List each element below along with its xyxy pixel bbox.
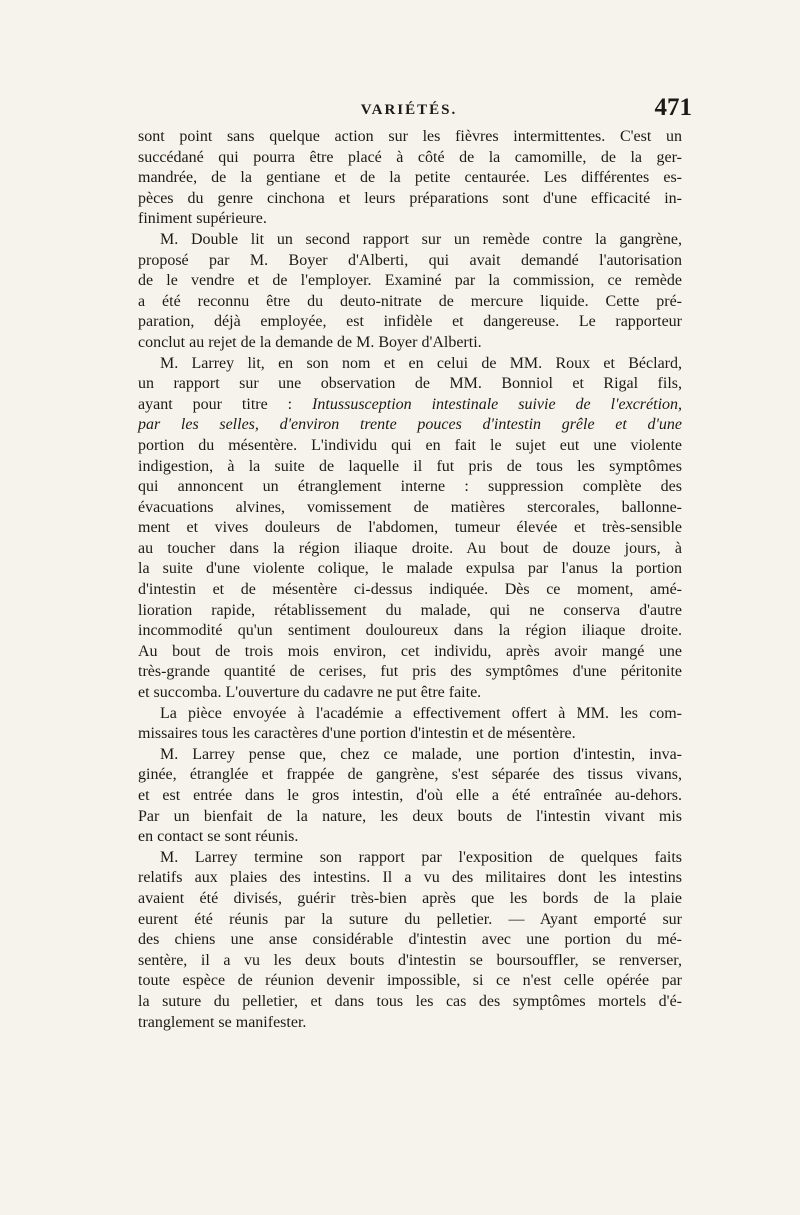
text-line: des chiens une anse considérable d'intestin avec une portion du mé-: [138, 931, 682, 949]
text-line: au toucher dans la région iliaque droite. Au bout de douze jours, à: [138, 539, 682, 557]
text-line: un rapport sur une observation de MM. Bonniol et Rigal fils,: [138, 375, 682, 393]
text-line: M. Larrey termine son rapport par l'exposition de quelques faits: [160, 848, 682, 866]
text-line: évacuations alvines, vomissement de matières stercorales, ballonne-: [138, 498, 682, 516]
text-line: Par un bienfait de la nature, les deux bouts de l'intestin vivant mis: [138, 807, 682, 825]
paragraph: [138, 745, 682, 848]
text-line: La pièce envoyée à l'académie a effectivement offert à MM. les com-: [160, 704, 682, 722]
page-number: 471: [654, 94, 692, 121]
paragraph: [138, 127, 682, 230]
text-line: et est entrée dans le gros intestin, d'où elle a été entraînée au-dehors.: [138, 787, 682, 804]
text-line: la suite d'une violente colique, le malade expulsa par l'anus la portion: [138, 560, 682, 578]
body-text: [138, 127, 682, 1033]
text-line: mandrée, de la gentiane et de la petite centaurée. Les différentes es-: [138, 169, 682, 187]
paragraph: [138, 230, 682, 354]
paragraph: [138, 848, 682, 1033]
text-line: indigestion, à la suite de laquelle il fut pris de tous les symptômes: [138, 457, 682, 475]
text-line: pèces du genre cinchona et leurs préparations sont d'une efficacité in-: [138, 189, 682, 207]
text-line: missaires tous les caractères d'une portion d'intestin et de mésentère.: [138, 725, 576, 743]
text-line: eurent été réunis par la suture du pelletier. — Ayant emporté sur: [138, 910, 682, 928]
text-line: Au bout de trois mois environ, cet individu, après avoir mangé une: [138, 642, 682, 660]
text-line: et succomba. L'ouverture du cadavre ne put être faite.: [138, 684, 482, 702]
text-line: M. Larrey lit, en son nom et en celui de MM. Roux et Béclard,: [160, 354, 682, 372]
title-lead: ayant pour titre :: [138, 395, 313, 413]
text-line: M. Double lit un second rapport sur un remède contre la gangrène,: [160, 230, 682, 248]
text-line: d'intestin et de mésentère ci-dessus indiquée. Dès ce moment, amé-: [138, 581, 682, 599]
text-line: très-grande quantité de cerises, fut pris des symptômes d'une péritonite: [138, 663, 682, 681]
paragraph: [138, 704, 682, 745]
text-line: conclut au rejet de la demande de M. Boyer d'Alberti.: [138, 333, 482, 351]
observation-title-cont: par les selles, d'environ trente pouces d'intestin grêle et d'une: [138, 416, 682, 434]
text-line: relatifs aux plaies des intestins. Il a vu des militaires dont les intestins: [138, 869, 682, 887]
text-line: finiment supérieure.: [138, 210, 267, 228]
text-line: M. Larrey pense que, chez ce malade, une portion d'intestin, inva-: [160, 745, 682, 763]
text-line: de le vendre et de l'employer. Examiné par la commission, ce remède: [138, 272, 682, 290]
text-line: lioration rapide, rétablissement du malade, qui ne conserva d'autre: [138, 601, 682, 619]
text-line: portion du mésentère. L'individu qui en fait le sujet eut une violente: [138, 436, 682, 454]
text-line: qui annoncent un étranglement interne : suppression complète des: [138, 478, 682, 496]
text-line: sont point sans quelque action sur les fièvres intermittentes. C'est un: [138, 128, 682, 145]
text-line: toute espèce de réunion devenir impossible, si ce n'est celle opérée par: [138, 972, 682, 990]
text-line: avaient été divisés, guérir très-bien après que les bords de la plaie: [138, 889, 682, 907]
running-head: [138, 94, 692, 130]
paragraph: [138, 354, 682, 704]
text-line: paration, déjà employée, est infidèle et dangereuse. Le rapporteur: [138, 313, 682, 331]
text-line: la suture du pelletier, et dans tous les cas des symptômes mortels d'é-: [138, 992, 682, 1010]
observation-title: Intussusception intestinale suivie de l'excrétion,: [312, 395, 683, 413]
text-line: sentère, il a vu les deux bouts d'intestin se boursouffler, se renverser,: [138, 951, 682, 969]
text-line: [138, 415, 682, 436]
text-line: ment et vives douleurs de l'abdomen, tumeur élevée et très-sensible: [138, 519, 682, 537]
text-line: succédané qui pourra être placé à côté de la camomille, de la ger-: [138, 148, 682, 166]
text-line: a été reconnu être du deuto-nitrate de mercure liquide. Cette pré-: [138, 292, 682, 310]
running-title: VARIÉTÉS.: [360, 102, 458, 118]
text-line: [138, 395, 682, 416]
text-line: proposé par M. Boyer d'Alberti, qui avait demandé l'autorisation: [138, 251, 682, 269]
text-line: tranglement se manifester.: [138, 1013, 307, 1031]
text-line: incommodité qu'un sentiment douloureux dans la région iliaque droite.: [138, 622, 682, 640]
text-line: en contact se sont réunis.: [138, 828, 299, 846]
text-line: ginée, étranglée et frappée de gangrène, s'est séparée des tissus vivans,: [138, 766, 682, 784]
